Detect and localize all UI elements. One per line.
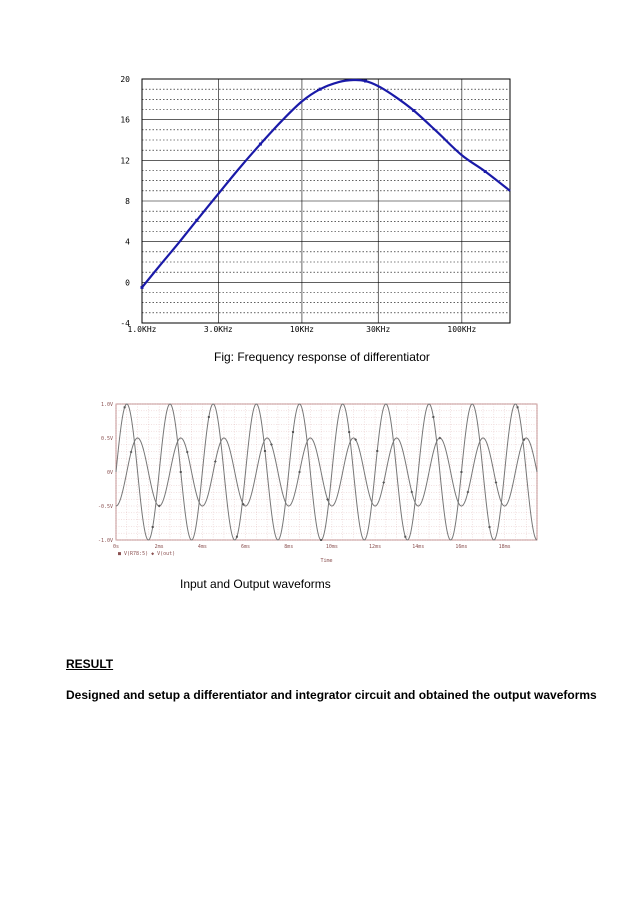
input-marker [432, 416, 434, 418]
input-marker [460, 471, 462, 473]
input-marker [124, 406, 126, 408]
x-tick-label: 8ms [284, 544, 294, 550]
input-marker [208, 416, 210, 418]
y-tick-label: -4 [120, 319, 130, 328]
y-tick-label: -1.0V [97, 538, 113, 544]
y-tick-label: 0.5V [100, 436, 113, 442]
gain-series-marker [412, 109, 415, 112]
x-tick-label: 10ms [325, 544, 338, 550]
figure2-caption: Input and Output waveforms [180, 577, 331, 591]
gain-series-marker [364, 80, 367, 83]
gain-series-marker [195, 219, 198, 222]
y-tick-label: 12 [120, 156, 130, 166]
frequency-response-chart [120, 75, 510, 334]
x-tick-label: 14ms [412, 544, 425, 550]
x-tick-label: 10KHz [289, 325, 314, 334]
input-marker [517, 406, 519, 408]
x-tick-label: 6ms [241, 544, 251, 550]
result-heading: RESULT [66, 657, 114, 671]
input-marker [404, 536, 406, 538]
input-marker [180, 471, 182, 473]
y-tick-label: 0V [106, 470, 113, 476]
y-tick-label: 8 [125, 197, 130, 206]
x-tick-label: 100KHz [447, 325, 477, 334]
input-marker [264, 450, 266, 452]
figure1-caption: Fig: Frequency response of differentiator [214, 350, 430, 364]
x-tick-label: 18ms [498, 544, 511, 550]
x-tick-label: 0s [112, 544, 120, 550]
input-marker [292, 431, 294, 433]
legend-entries: ■ V(R78:5) ◆ V(out) [118, 551, 176, 557]
x-tick-label: 1.0KHz [127, 325, 157, 334]
waveforms-chart [93, 397, 541, 565]
result-text: Designed and setup a differentiator and integrator circuit and obtained the output waveforms [66, 688, 597, 702]
y-tick-label: 4 [125, 237, 130, 247]
gain-series-marker [141, 286, 144, 289]
y-tick-label: 1.0V [100, 402, 113, 408]
gain-series-marker [484, 170, 487, 173]
y-tick-label: 0 [125, 278, 130, 288]
x-tick-label: 12ms [369, 544, 382, 550]
y-tick-label: 20 [120, 75, 130, 84]
input-marker [376, 450, 378, 452]
x-tick-label: 30KHz [366, 325, 391, 334]
input-marker [348, 431, 350, 433]
gain-series-marker [259, 143, 262, 146]
input-marker [320, 539, 322, 541]
x-axis-label: Time [320, 558, 333, 564]
y-tick-label: 16 [120, 115, 130, 125]
input-marker [489, 526, 491, 528]
x-tick-label: 4ms [197, 544, 207, 550]
x-tick-label: 3.0KHz [203, 325, 233, 334]
x-tick-label: 16ms [455, 544, 468, 550]
y-tick-label: -0.5V [97, 504, 113, 510]
input-marker [236, 536, 238, 538]
input-marker [152, 526, 154, 528]
gain-series-marker [319, 88, 322, 91]
x-tick-label: 2ms [154, 544, 164, 550]
